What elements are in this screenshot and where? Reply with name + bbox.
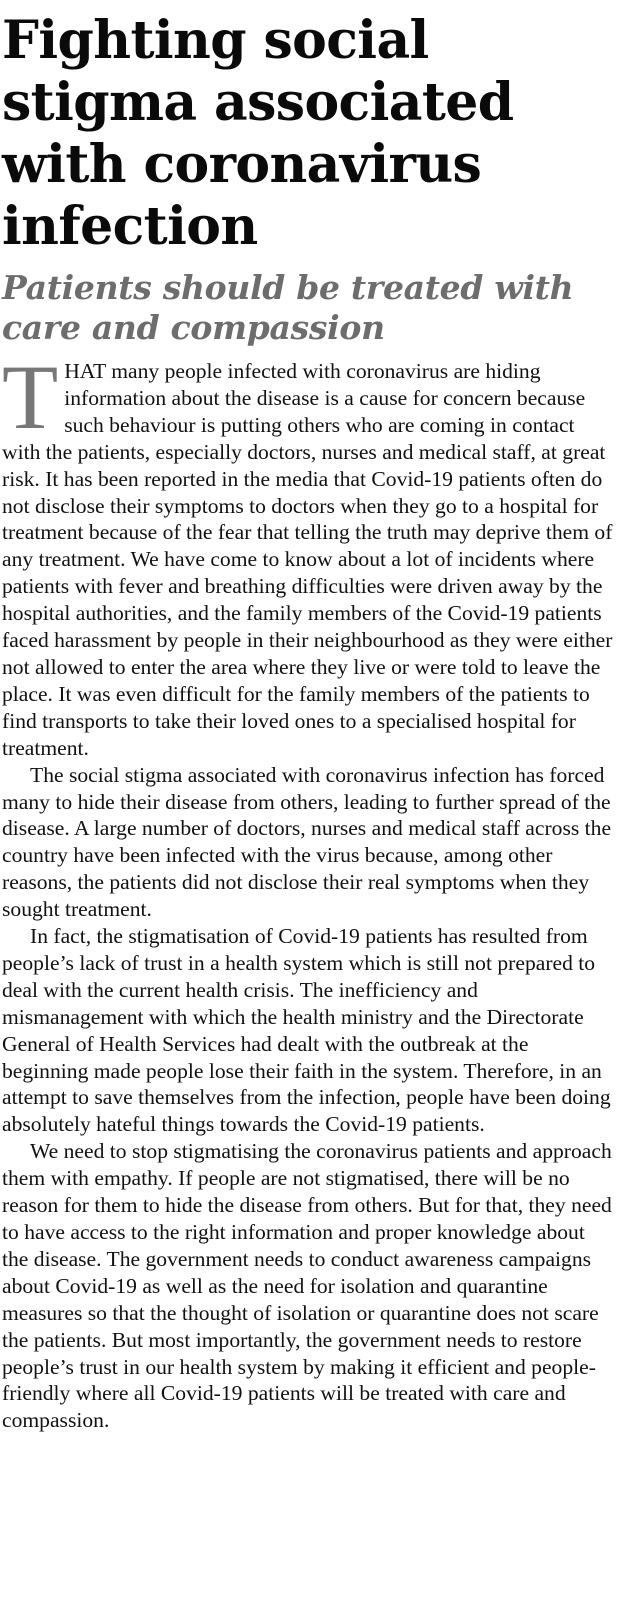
paragraph-4: We need to stop stigmatising the coronavirus patients and approach them with empathy. If people are not stigmatised, there will be no reason for them to hide the disease from others. But for that, they need to have access to the right information and proper knowledge about the disease. The government needs to conduct awareness campaigns about Covid-19 as well as the need for isolation and quarantine measures so that the thought of isolation or quarantine does not scare the patients. But most importantly, the government needs to restore people’s trust in our health system by making it efficient and people-friendly where all Covid-19 patients will be treated with care and compassion. <box>2 1139 612 1433</box>
paragraph-1 <box>2 346 614 762</box>
article-body <box>2 346 614 1434</box>
headline: Fighting social stigma associated with coronavirus infection <box>2 10 514 257</box>
paragraph-1-text: HAT many people infected with coronavirus are hiding information about the disease is a cause for concern because such behaviour is putting others who are coming in contact with the patients, especially doctors, nurses and medical staff, at great risk. It has been reported in the media that Covid-19 patients often do not disclose their symptoms to doctors when they go to a hospital for treatment because of the fear that telling the truth may deprive them of any treatment. We have come to know about a lot of incidents where patients with fever and breathing difficulties were driven away by the hospital authorities, and the family members of the Covid-19 patients faced harassment by people in their neighbourhood as they were either not allowed to enter the area where they live or were told to leave the place. It was even difficult for the family members of the patients to find transports to take their loved ones to a specialised hospital for treatment. <box>2 359 613 760</box>
paragraph-2: The social stigma associated with coronavirus infection has forced many to hide their disease from others, leading to further spread of the disease. A large number of doctors, nurses and medical staff across the country have been infected with the virus because, among other reasons, the patients did not disclose their real symptoms when they sought treatment. <box>2 762 612 922</box>
article <box>2 10 614 1434</box>
subheadline: Patients should be treated with care and compassion <box>2 268 574 347</box>
drop-cap: T <box>2 346 59 448</box>
paragraph-3: In fact, the stigmatisation of Covid-19 patients has resulted from people’s lack of trust in a health system which is still not prepared to deal with the current health crisis. The inefficiency and mismanagement with which the health ministry and the Directorate General of Health Services had dealt with the outbreak at the beginning made people lose their faith in the system. Therefore, in an attempt to save themselves from the infection, people have been doing absolutely hateful things towards the Covid-19 patients. <box>2 924 611 1137</box>
